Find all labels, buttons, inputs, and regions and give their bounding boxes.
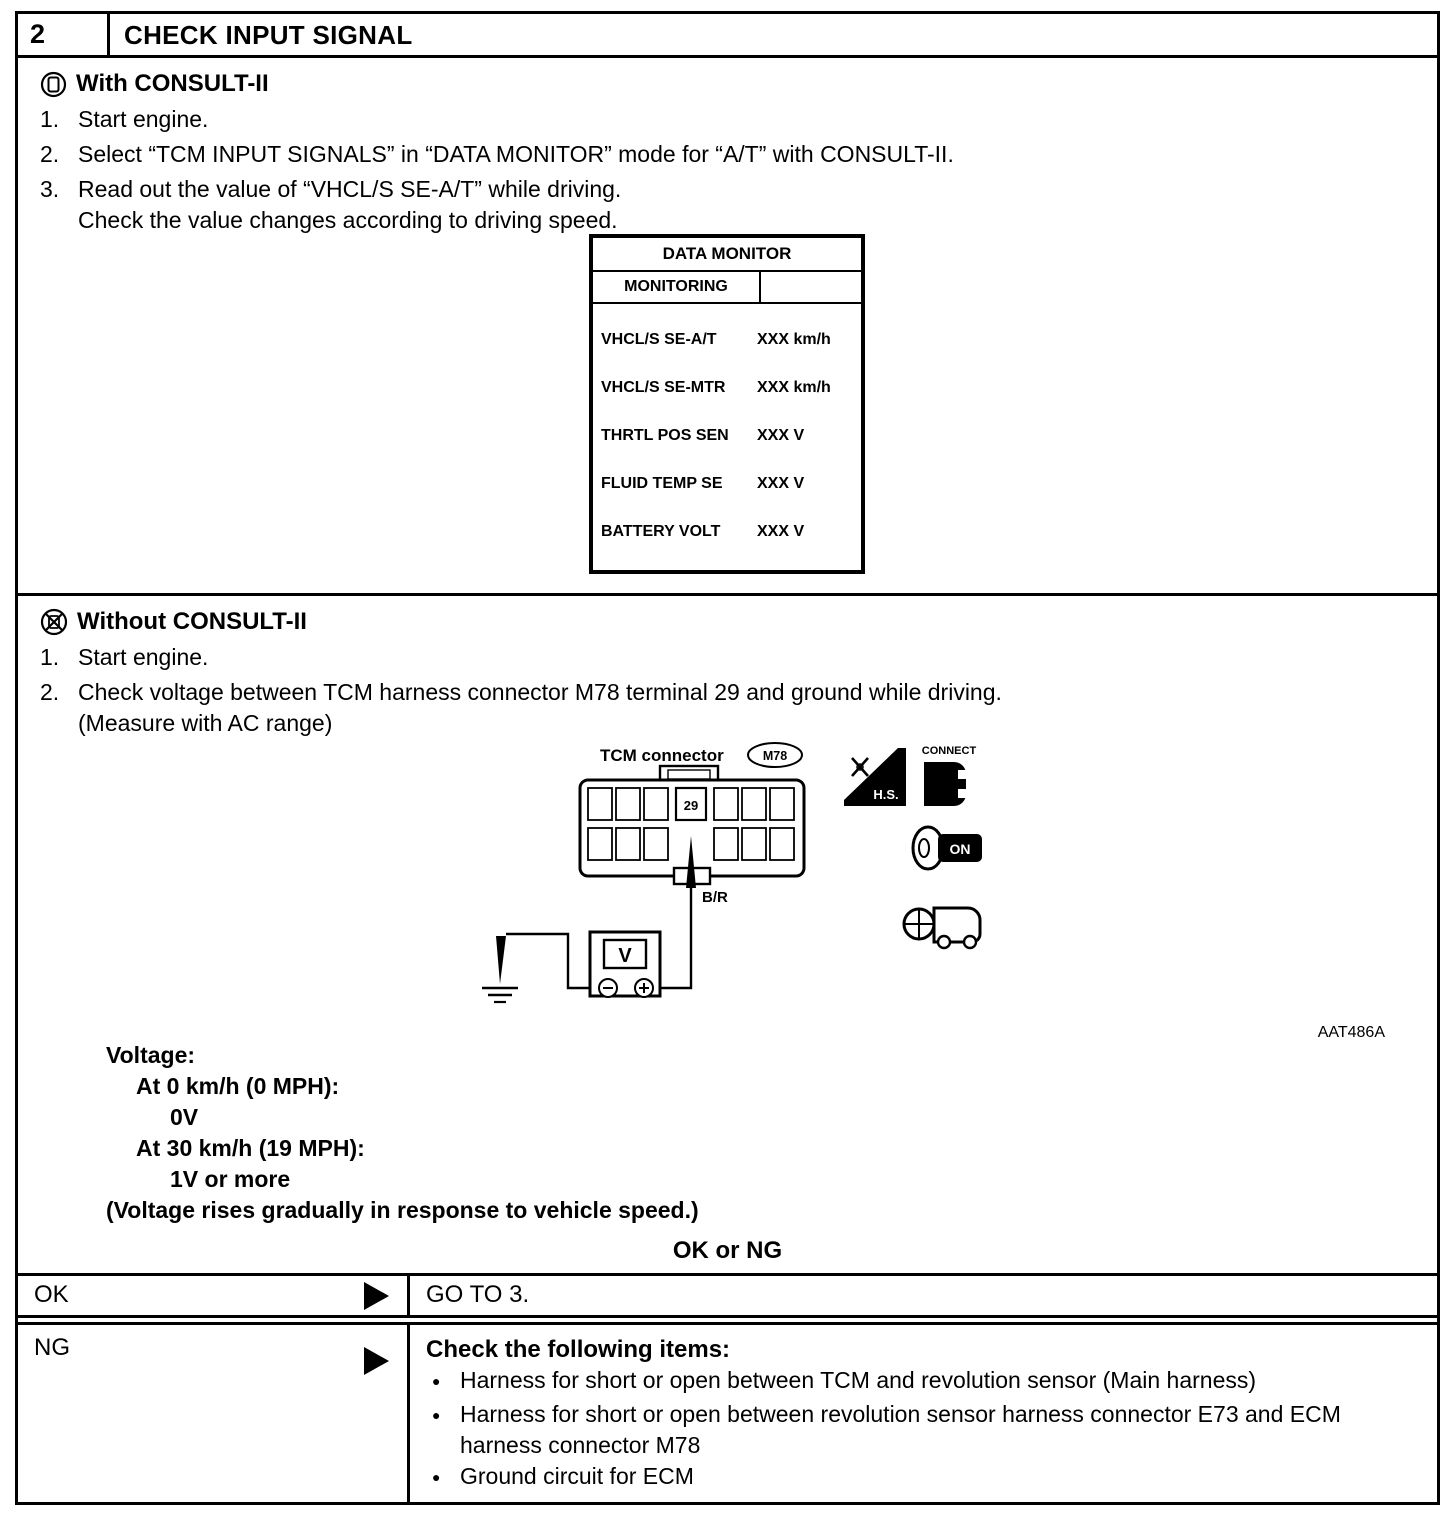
ng-check-item <box>426 1399 1421 1461</box>
monitoring-header-row <box>593 272 861 304</box>
step-text: Start engine. <box>78 644 209 670</box>
tcm-connector-label: TCM connector <box>600 746 724 765</box>
monitor-row <box>593 412 861 460</box>
step-number: 3. <box>40 176 60 202</box>
result-arrow-icon <box>364 1282 389 1310</box>
step-number: 1. <box>40 106 60 132</box>
decision-label: OK or NG <box>672 1237 783 1264</box>
step-note: Check the value changes according to driving speed. <box>78 207 618 233</box>
step-number: 1. <box>40 644 60 670</box>
monitor-row <box>593 316 861 364</box>
ignition-on-icon <box>913 827 982 869</box>
voltage-value: 0V <box>170 1104 199 1130</box>
result-arrow-icon <box>364 1347 389 1375</box>
ng-check-item <box>426 1365 1421 1399</box>
vehicle-icon <box>904 908 980 948</box>
no-consult-icon <box>40 608 68 636</box>
step-row <box>40 104 1415 135</box>
result-label: OK <box>34 1281 69 1308</box>
step-text: Read out the value of “VHCL/S SE-A/T” while driving. <box>78 176 622 202</box>
voltage-title: Voltage: <box>106 1042 196 1068</box>
voltage-condition: At 30 km/h (19 MPH): <box>136 1135 365 1161</box>
step-row <box>40 139 1415 170</box>
monitor-row <box>593 364 861 412</box>
result-row-ng <box>18 1322 1437 1502</box>
voltage-value: 1V or more <box>170 1166 291 1192</box>
bullet-icon <box>426 1399 460 1461</box>
connect-icon <box>922 745 977 806</box>
step-note: (Measure with AC range) <box>78 710 333 736</box>
result-action-cell <box>410 1276 1437 1315</box>
step-row <box>40 174 1415 205</box>
connect-label: CONNECT <box>921 745 977 757</box>
step-text: Check voltage between TCM harness connector M78 terminal 29 and ground while driving. <box>78 679 1002 705</box>
step-number-cell: 2 <box>18 14 110 55</box>
step-number: 2. <box>40 141 60 167</box>
step-number: 2. <box>40 679 60 705</box>
voltage-spec <box>106 1040 699 1226</box>
voltmeter-label: V <box>618 945 632 967</box>
connector-id-label: M78 <box>762 749 788 763</box>
monitor-value: XXX V <box>757 475 805 492</box>
data-monitor-title: DATA MONITOR <box>593 238 861 272</box>
monitor-label: FLUID TEMP SE <box>601 475 723 492</box>
monitor-value: XXX km/h <box>757 379 831 396</box>
monitoring-header-spacer <box>761 272 861 302</box>
ng-check-item-text: Ground circuit for ECM <box>460 1463 694 1489</box>
monitor-row <box>593 508 861 556</box>
without-consult-heading <box>40 606 1415 638</box>
negative-lead-wire <box>506 934 599 988</box>
ng-check-item-text: Harness for short or open between revolution sensor harness connector E73 and ECM harness connector M78 <box>460 1401 1341 1458</box>
hs-label: H.S. <box>873 787 899 802</box>
figure-id: AAT486A <box>1317 1024 1385 1041</box>
monitor-value: XXX V <box>757 427 805 444</box>
monitor-label: VHCL/S SE-A/T <box>601 331 717 348</box>
ng-action-title: Check the following items: <box>426 1336 731 1363</box>
result-row-ok <box>18 1276 1437 1318</box>
monitoring-header: MONITORING <box>593 272 761 302</box>
with-consult-heading-text: With CONSULT-II <box>76 70 269 97</box>
voltage-note: (Voltage rises gradually in response to vehicle speed.) <box>106 1197 699 1223</box>
data-monitor-panel <box>589 234 865 574</box>
step-row <box>40 642 1415 673</box>
with-consult-heading <box>40 68 1415 100</box>
monitor-label: BATTERY VOLT <box>601 523 721 540</box>
monitor-label: THRTL POS SEN <box>601 427 729 444</box>
section-without-consult <box>18 596 1437 1276</box>
bullet-icon <box>426 1365 460 1399</box>
result-action-cell <box>410 1325 1437 1502</box>
page-title: CHECK INPUT SIGNAL <box>124 20 413 50</box>
step-text: Start engine. <box>78 106 209 132</box>
step-row <box>40 677 1415 708</box>
without-consult-heading-text: Without CONSULT-II <box>77 608 307 635</box>
hs-icon <box>844 748 906 806</box>
bullet-icon <box>426 1461 460 1495</box>
wiring-diagram <box>472 736 1032 1032</box>
section-with-consult <box>18 58 1437 596</box>
ng-check-item-text: Harness for short or open between TCM and revolution sensor (Main harness) <box>460 1367 1257 1393</box>
monitor-value: XXX km/h <box>757 331 831 348</box>
consult-icon <box>40 71 67 98</box>
manual-page <box>15 11 1440 1505</box>
monitor-row <box>593 460 861 508</box>
terminal-label: 29 <box>683 798 699 813</box>
step-text: Select “TCM INPUT SIGNALS” in “DATA MONITOR” mode for “A/T” with CONSULT-II. <box>78 141 954 167</box>
wire-color-label: B/R <box>702 889 728 906</box>
result-label: NG <box>34 1334 70 1361</box>
result-action: GO TO 3. <box>426 1281 530 1308</box>
voltage-condition: At 0 km/h (0 MPH): <box>136 1073 340 1099</box>
ignition-on-label: ON <box>949 841 971 857</box>
result-label-cell <box>18 1276 410 1315</box>
monitor-rows <box>593 304 861 570</box>
result-label-cell <box>18 1325 410 1502</box>
monitor-label: VHCL/S SE-MTR <box>601 379 726 396</box>
ground-icon <box>482 936 518 1002</box>
voltmeter-icon <box>590 932 660 997</box>
ng-check-item <box>426 1461 1421 1495</box>
monitor-value: XXX V <box>757 523 805 540</box>
header-row <box>18 14 1437 58</box>
